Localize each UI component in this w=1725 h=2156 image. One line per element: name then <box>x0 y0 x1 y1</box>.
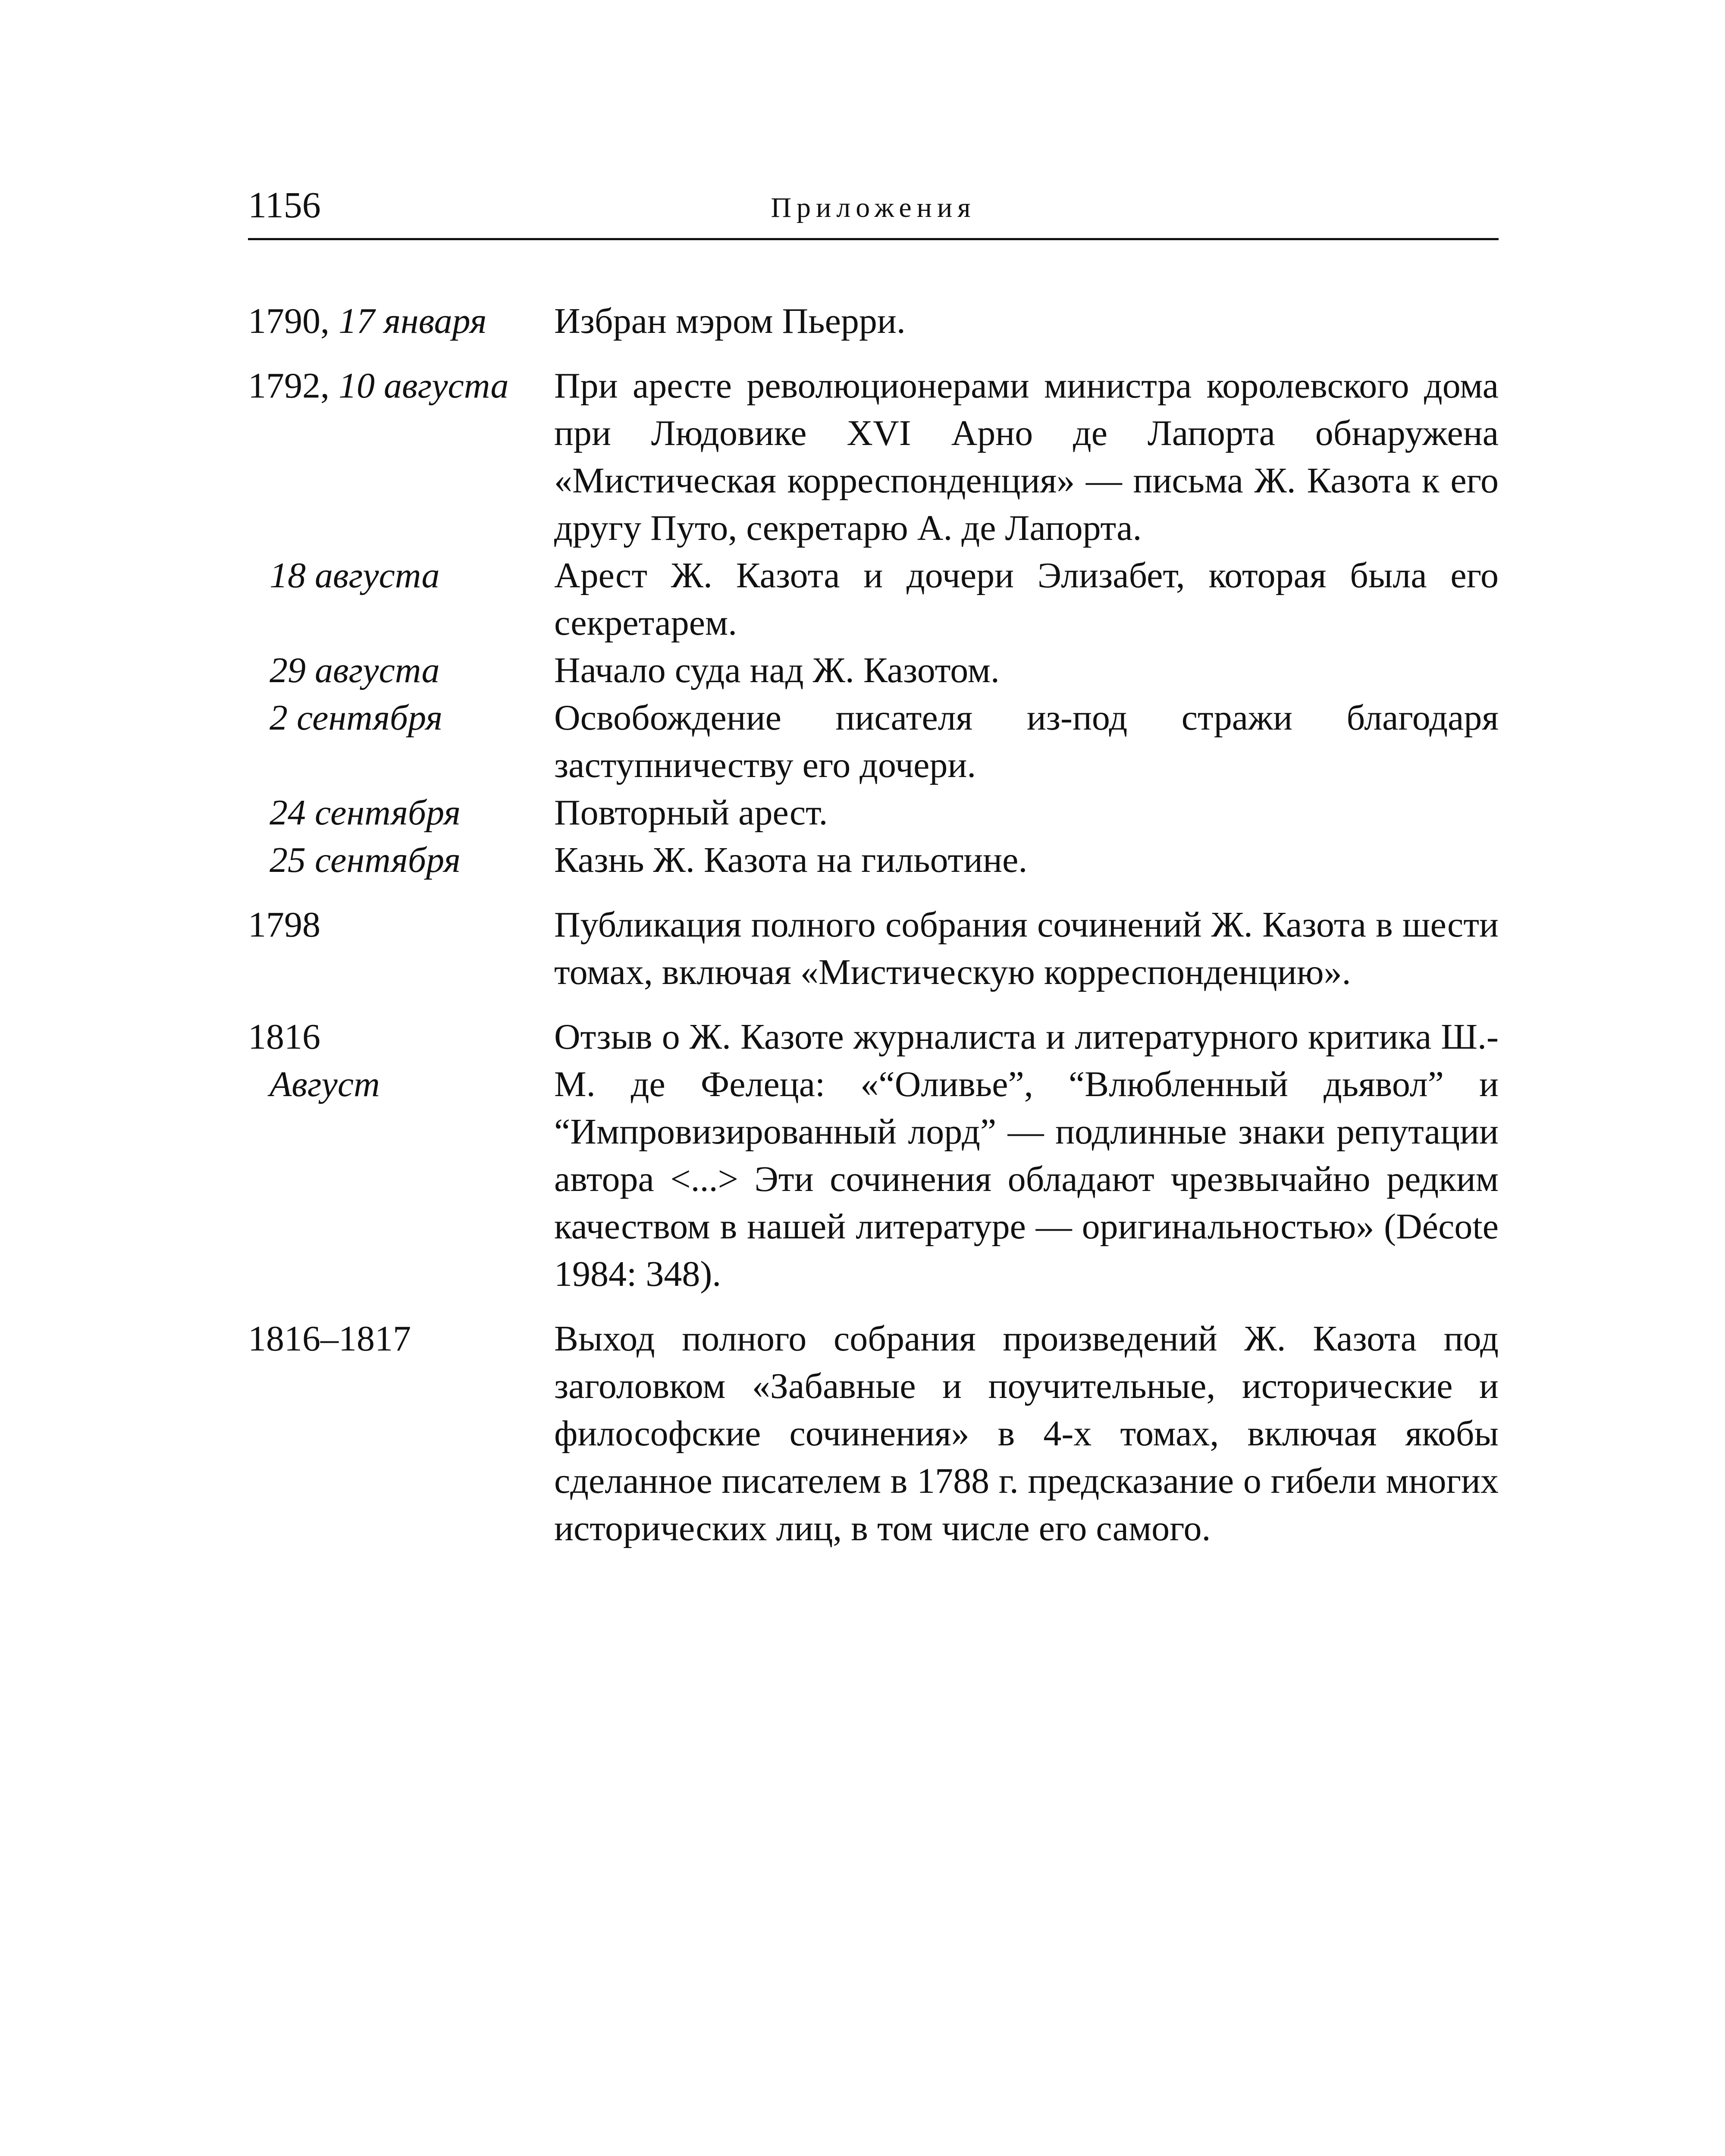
entry-date <box>248 362 554 552</box>
entry-text: Казнь Ж. Казота на гильотине. <box>554 840 1028 880</box>
chronology-entry <box>248 1315 1499 1552</box>
entry-date <box>248 789 554 837</box>
date-year: 1792, <box>248 366 339 406</box>
entry-text: Выход полного собрания произведений Ж. Казота под заголовком «Забавные и поучительные, исторические и философские сочинения» в 4-х томах, включая якобы сделанное писателем в 1788 г. предсказание о гибели многих исторических лиц, в том числе его самого. <box>554 1319 1499 1548</box>
chronology-entry <box>248 647 1499 694</box>
entry-date <box>248 901 554 996</box>
date-day: 24 сентября <box>270 793 461 833</box>
chronology-entry <box>248 901 1499 996</box>
entry-date <box>248 694 554 789</box>
entry-text: Арест Ж. Казота и дочери Элизабет, которая была его секретарем. <box>554 555 1499 643</box>
date-month: Август <box>270 1064 380 1104</box>
entry-text: Отзыв о Ж. Казоте журналиста и литературного критика Ш.-М. де Фелеца: «“Оливье”, “Влюбленный дьявол” и “Импровизированный лорд” — подлинные знаки репутации автора <...> Эти сочинения обладают чрезвычайно редким качеством в нашей литературе — оригинальностью» (Décote 1984: 348). <box>554 1017 1499 1294</box>
entry-date <box>248 1013 554 1298</box>
chronology-entry <box>248 362 1499 552</box>
date-day: 10 августа <box>339 366 509 406</box>
entry-text: При аресте революционерами министра королевского дома при Людовике XVI Арно де Лапорта обнаружена «Мистическая корреспонденция» — письма Ж. Казота к его другу Путо, секретарю А. де Лапорта. <box>554 366 1499 548</box>
page-header <box>248 177 1499 241</box>
entry-date <box>248 837 554 884</box>
entry-date <box>248 647 554 694</box>
chronology-entry <box>248 298 1499 345</box>
chronology-entry <box>248 694 1499 789</box>
entry-text: Повторный арест. <box>554 793 828 833</box>
chronology-list <box>248 298 1499 1552</box>
chronology-entry <box>248 789 1499 837</box>
chronology-entry <box>248 837 1499 884</box>
header-rule <box>248 238 1499 240</box>
entry-text: Избран мэром Пьерри. <box>554 301 906 341</box>
entry-text: Публикация полного собрания сочинений Ж. Казота в шести томах, включая «Мистическую корреспонденцию». <box>554 905 1499 992</box>
date-year: 1798 <box>248 905 320 945</box>
entry-date <box>248 298 554 345</box>
page-number: 1156 <box>248 184 321 226</box>
chronology-entry <box>248 552 1499 647</box>
date-year: 1816 <box>248 1017 320 1057</box>
date-day: 17 января <box>339 301 487 341</box>
entry-text: Освобождение писателя из-под стражи благодаря заступничеству его дочери. <box>554 698 1499 785</box>
date-year: 1790, <box>248 301 339 341</box>
entry-date <box>248 1315 554 1552</box>
entry-text: Начало суда над Ж. Казотом. <box>554 650 1000 690</box>
date-day: 2 сентября <box>270 698 443 738</box>
date-day: 29 августа <box>270 650 440 690</box>
running-title: Приложения <box>771 192 976 223</box>
chronology-entry <box>248 1013 1499 1298</box>
date-year: 1816–1817 <box>248 1319 411 1359</box>
date-day: 18 августа <box>270 555 440 595</box>
entry-date <box>248 552 554 647</box>
date-day: 25 сентября <box>270 840 461 880</box>
